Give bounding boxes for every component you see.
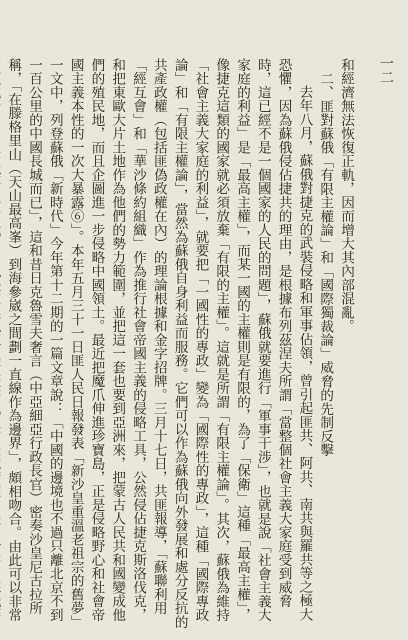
section-heading: 二、匪對蘇俄「有限主權論」和「國際獨裁論」威脅的先制反擊: [317, 72, 334, 457]
paragraph-body: 去年八月，蘇俄對捷克的武裝侵略和軍事佔領，曾引起匪共、阿共、南共與羅共等之極大恐懼，因為蘇俄侵佔捷共的理由，是根據布列茲涅夫所謂「當整個社會主義大家庭受到威脅時，這已經不是一個國家的人民的問題」，蘇俄就要進行「軍事干涉」，也就是說「社會主義大家庭的利益」是「最高主權」，而某一國的主權則是有限的，為了「保衛」這種「最高主權」，像捷克這類的國家就必須放棄「有限的主權」。這就是所謂「有限主權論」。其次，蘇俄為維持「社會主義大家庭的利益」，就要把「一國性的專政」變為「國際性的專政」，這種「國際專政論」和「有限主權論」，當然為蘇俄自身利益而服務。它們可以作為蘇俄向外發展和處分反抗的共產政權（包括匪偽政權在內）的理論根據和金字招牌。三月十七日，共匪報導，「蘇聯利用「經互會」和「華沙條約組織」作為推行社會帝國主義的侵略工具，公然侵佔捷克斯洛伐克，和把東歐大片土地作為他們的勢力範圍，並把這一套也要到亞洲來，把蒙古人民共和國變成他們的殖民地，而且企圖進一步侵略中國領土。最近把魔爪伸進珍寶島，正是侵略野心和社會帝國主義本性的一次大暴露⑥」。本年五月三十一日匪人民日報發表「新沙皇重溫老祖宗的舊夢」一文中，列登蘇俄「新時代」今年第十二期的一篇文章說：「中國的邊境也不過只離北京不到一百公里的中國長城而已」，這和昔日克魯雪夫奢言（中亞細亞行政長官）密奏沙皇尼古拉所稱，「在滕格里山（天山最高峯）到海參崴之間劃一直線作為邊界」，頗相吻合。由此可以非常: [5, 58, 313, 629]
page-number: 一二: [378, 56, 394, 84]
paragraph-continued: 和經濟無法恢復正軌，因而增大其內部混亂。: [338, 58, 354, 333]
vertical-text-body: [5, 58, 356, 630]
